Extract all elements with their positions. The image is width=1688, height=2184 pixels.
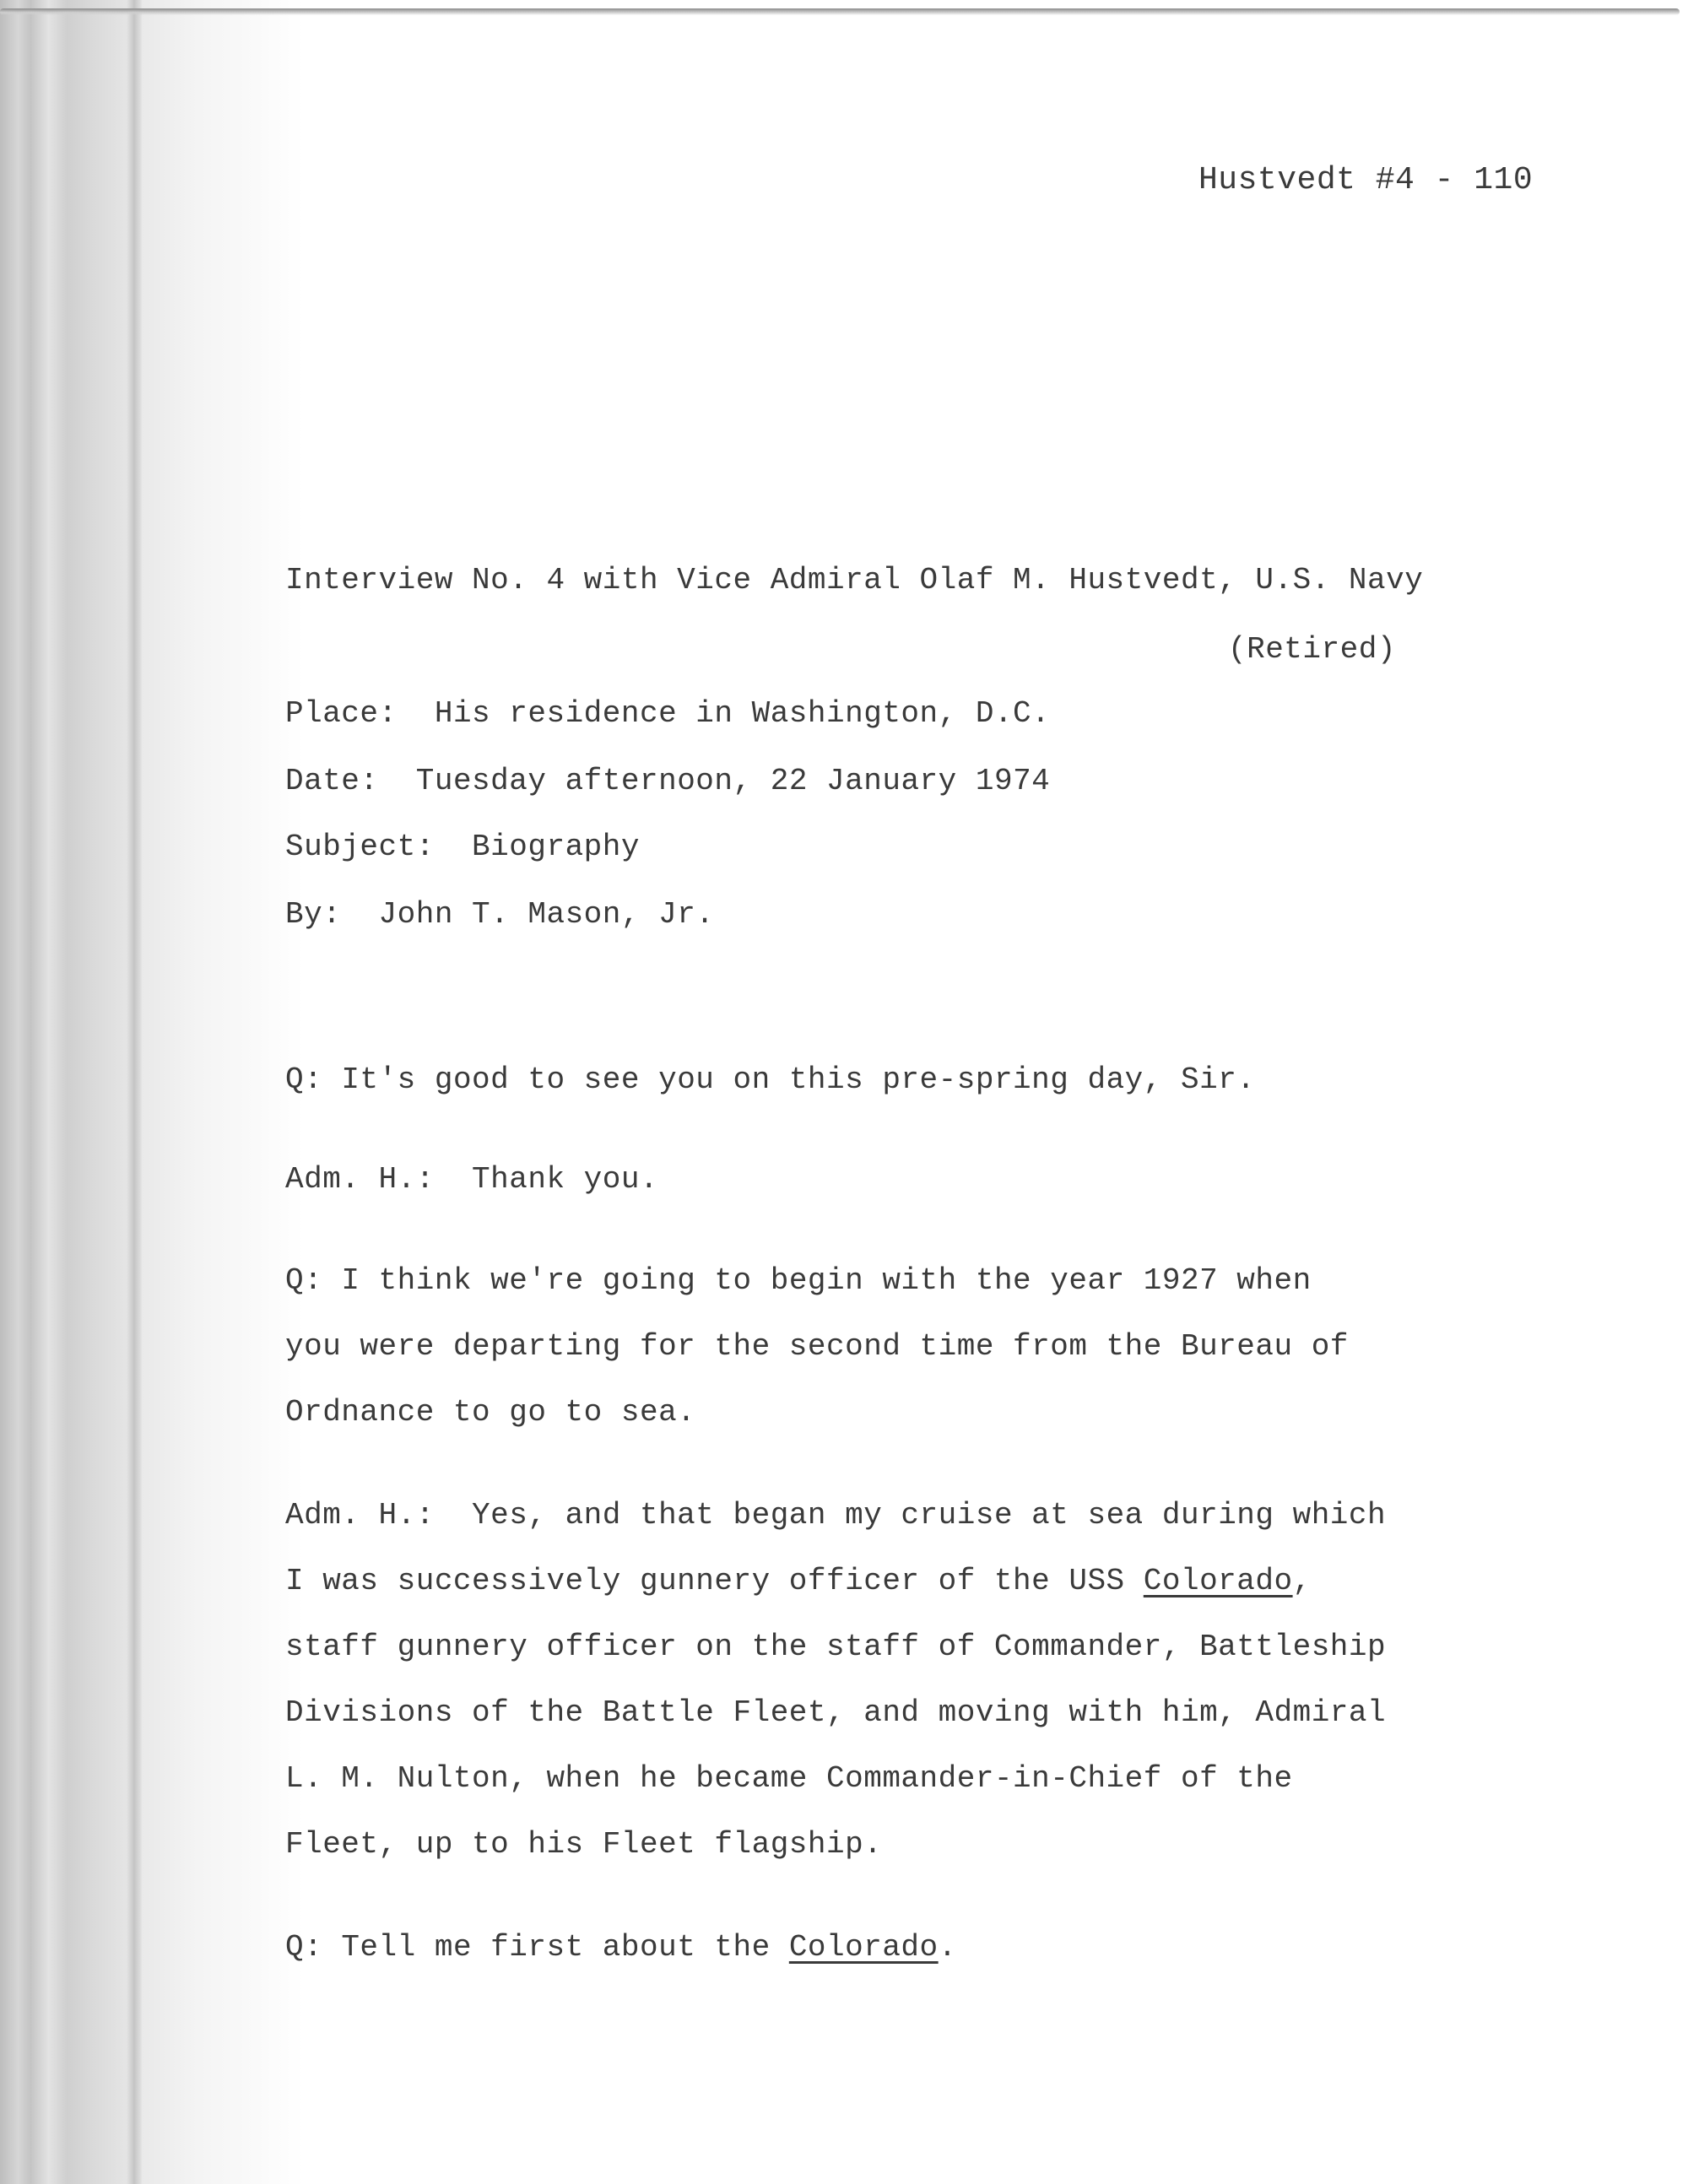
transcript-line: Ordnance to go to sea. bbox=[285, 1395, 696, 1430]
transcript-text: Thank you. bbox=[472, 1162, 659, 1197]
by-label: By: bbox=[285, 897, 342, 932]
page-top-edge bbox=[0, 8, 1680, 15]
place-label: Place: bbox=[285, 696, 398, 731]
date-value: Tuesday afternoon, 22 January 1974 bbox=[415, 764, 1051, 798]
transcript-line: L. M. Nulton, when he became Commander-in-Chief of the bbox=[285, 1761, 1293, 1796]
binding-crease bbox=[127, 0, 142, 2184]
ship-name-colorado: Colorado bbox=[788, 1930, 939, 1965]
transcript-line bbox=[285, 1062, 1256, 1097]
meta-by bbox=[285, 897, 715, 932]
subject-label: Subject: bbox=[285, 830, 435, 864]
transcript-line: Fleet, up to his Fleet flagship. bbox=[285, 1827, 883, 1862]
by-value: John T. Mason, Jr. bbox=[378, 897, 715, 932]
meta-date bbox=[285, 766, 1050, 797]
transcript-text: I think we're going to begin with the year 1927 when bbox=[341, 1263, 1312, 1298]
place-value: His residence in Washington, D.C. bbox=[434, 696, 1051, 731]
transcript-text: It's good to see you on this pre-spring day, Sir. bbox=[341, 1062, 1256, 1097]
meta-subject bbox=[285, 832, 640, 862]
transcript-line: Divisions of the Battle Fleet, and moving with him, Admiral bbox=[285, 1695, 1387, 1730]
speaker-label: Adm. H.: bbox=[285, 1498, 435, 1533]
interview-title: Interview No. 4 with Vice Admiral Olaf M. Hustvedt, U.S. Navy bbox=[285, 563, 1424, 597]
transcript-line: staff gunnery officer on the staff of Commander, Battleship bbox=[285, 1630, 1387, 1664]
ship-name-colorado: Colorado bbox=[1143, 1564, 1293, 1598]
speaker-label: Q: bbox=[285, 1062, 323, 1097]
transcript-text: Tell me first about the bbox=[341, 1930, 789, 1965]
transcript-line bbox=[285, 1930, 957, 1965]
transcript-line bbox=[285, 1263, 1312, 1298]
speaker-label: Adm. H.: bbox=[285, 1162, 435, 1197]
meta-place bbox=[285, 696, 1051, 731]
transcript-text: , bbox=[1292, 1564, 1312, 1598]
subject-value: Biography bbox=[472, 830, 640, 864]
transcript-text: . bbox=[938, 1930, 957, 1965]
date-label: Date: bbox=[285, 764, 379, 798]
transcript-text: Yes, and that began my cruise at sea during which bbox=[472, 1498, 1387, 1533]
interview-title-retired: (Retired) bbox=[1228, 632, 1396, 667]
transcript-line bbox=[285, 1162, 659, 1197]
speaker-label: Q: bbox=[285, 1263, 323, 1298]
transcript-text: I was successively gunnery officer of the USS bbox=[285, 1564, 1144, 1598]
speaker-label: Q: bbox=[285, 1930, 323, 1965]
transcript-line bbox=[285, 1500, 1386, 1531]
transcript-line bbox=[285, 1566, 1312, 1597]
page-reference: Hustvedt #4 - 110 bbox=[1198, 162, 1534, 198]
transcript-line: you were departing for the second time from the Bureau of bbox=[285, 1329, 1349, 1364]
binding-shadow bbox=[0, 0, 304, 2184]
